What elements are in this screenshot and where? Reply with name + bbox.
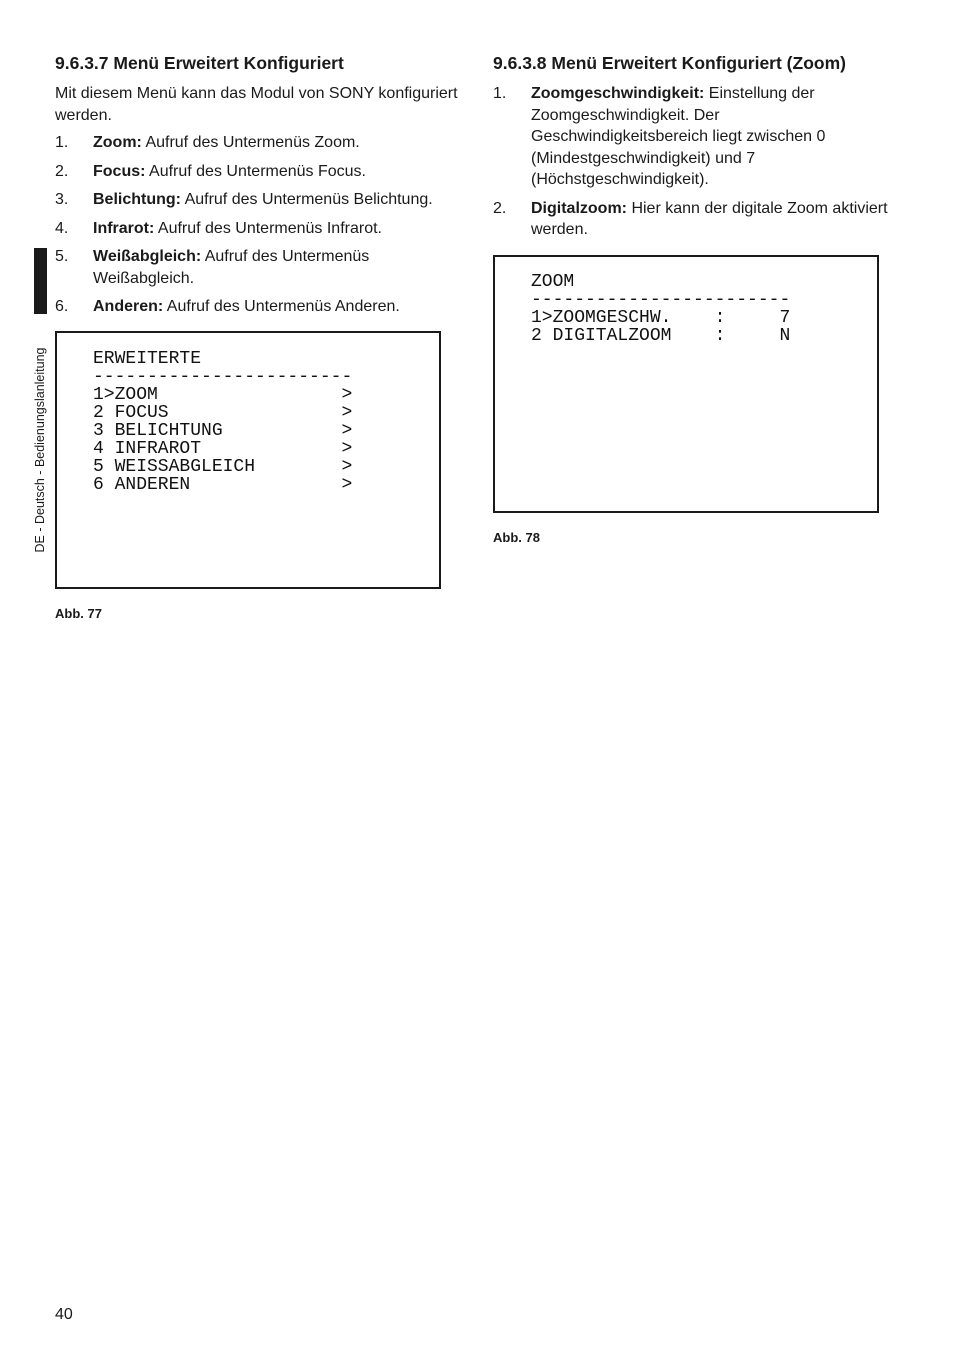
section-heading: 9.6.3.8 Menü Erweitert Konfiguriert (Zoom) bbox=[493, 53, 846, 73]
sidebar-language-label: DE - Deutsch - Bedienungslanleitung bbox=[33, 347, 47, 553]
section-advanced-config bbox=[55, 52, 465, 325]
list-item: 5. Weißabgleich: Aufruf des Untermenüs Weißabgleich. bbox=[55, 248, 370, 287]
list-item: 2. Digitalzoom: Hier kann der digitale Zoom aktiviert werden. bbox=[493, 199, 888, 238]
screen-line: 1>ZOOM > bbox=[93, 385, 353, 405]
page-number: 40 bbox=[55, 1306, 73, 1323]
section-advanced-config-zoom bbox=[493, 52, 893, 248]
menu-item-list bbox=[55, 132, 465, 318]
screen-line: 3 BELICHTUNG > bbox=[93, 421, 353, 441]
osd-menu-screen-zoom bbox=[493, 255, 879, 513]
section-heading: 9.6.3.7 Menü Erweitert Konfiguriert bbox=[55, 53, 344, 73]
osd-menu-screen-advanced bbox=[55, 331, 441, 589]
screen-title: ZOOM bbox=[531, 272, 575, 292]
screen-title: ERWEITERTE bbox=[93, 349, 202, 369]
list-item: 6. Anderen: Aufruf des Untermenüs Anderen. bbox=[55, 298, 400, 315]
screen-line: 2 FOCUS > bbox=[93, 403, 353, 423]
screen-divider: ------------------------ bbox=[93, 368, 353, 386]
screen-line: 5 WEISSABGLEICH > bbox=[93, 457, 353, 477]
figure-caption: Abb. 78 bbox=[493, 530, 540, 545]
list-item: 1. Zoomgeschwindigkeit: Einstellung der Zoomgeschwindigkeit. Der Geschwindigkeitsbereich liegt zwischen 0 (Mindestgeschwindigkeit) und 7 (Höchstgeschwindigkeit). bbox=[493, 85, 826, 188]
screen-line: 2 DIGITALZOOM : N bbox=[531, 326, 791, 346]
menu-item-list bbox=[493, 83, 893, 241]
screen-divider: ------------------------ bbox=[531, 291, 791, 309]
screen-line: 6 ANDEREN > bbox=[93, 475, 353, 495]
list-item: 4. Infrarot: Aufruf des Untermenüs Infrarot. bbox=[55, 219, 382, 237]
section-marker-bar bbox=[34, 248, 47, 314]
screen-line: 4 INFRAROT > bbox=[93, 439, 353, 459]
list-item: 1. Zoom: Aufruf des Untermenüs Zoom. bbox=[55, 134, 360, 151]
screen-line: 1>ZOOMGESCHW. : 7 bbox=[531, 308, 791, 328]
list-item: 3. Belichtung: Aufruf des Untermenüs Belichtung. bbox=[55, 191, 433, 208]
section-intro: Mit diesem Menü kann das Modul von SONY konfiguriert werden. bbox=[55, 85, 458, 124]
figure-caption: Abb. 77 bbox=[55, 606, 102, 621]
list-item: 2. Focus: Aufruf des Untermenüs Focus. bbox=[55, 162, 366, 180]
